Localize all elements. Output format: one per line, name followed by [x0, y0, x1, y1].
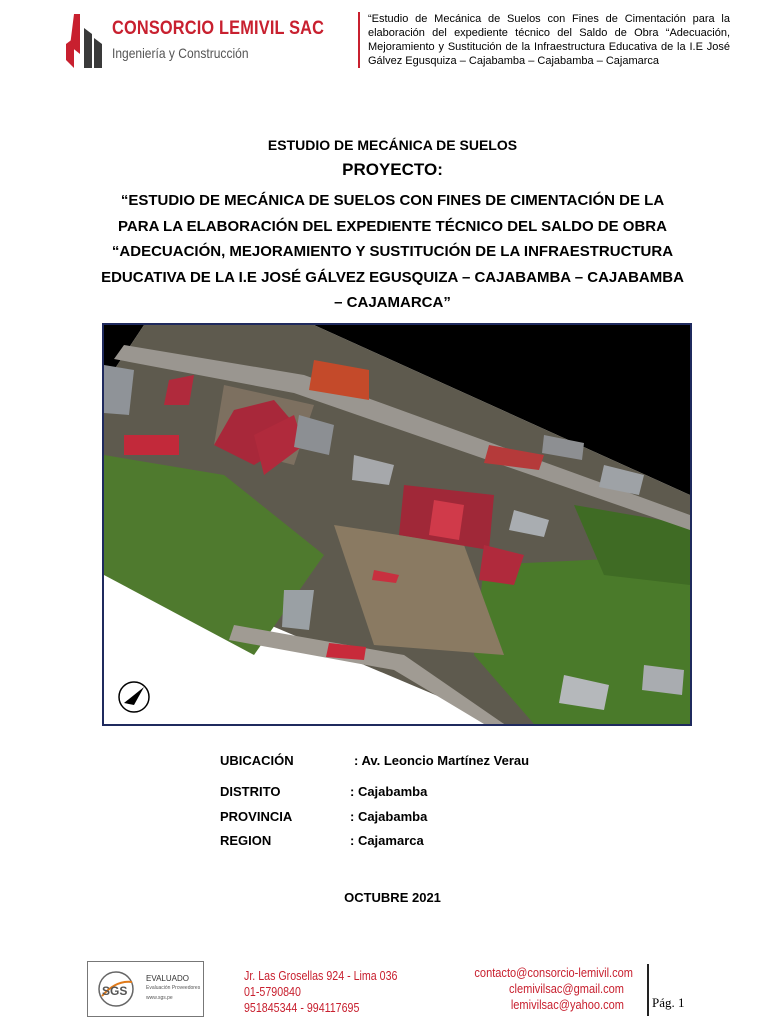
- sgs-subcaption: Evaluación Proveedores: [146, 985, 201, 991]
- location-value-ubicacion: : Av. Leoncio Martínez Verau: [354, 753, 530, 768]
- footer-divider: [647, 964, 649, 1016]
- page-number: Pág. 1: [652, 995, 685, 1010]
- location-label-ubicacion: UBICACIÓN: [220, 753, 294, 768]
- location-value-distrito: : Cajabamba: [350, 784, 428, 799]
- sgs-certification-badge: [87, 961, 204, 1017]
- location-label-distrito: DISTRITO: [220, 784, 281, 799]
- email-contacto[interactable]: contacto@consorcio-lemivil.com: [474, 965, 634, 980]
- location-value-provincia: : Cajabamba: [350, 809, 428, 824]
- sgs-logo-text: SGS: [102, 984, 128, 998]
- company-logo-icon: [66, 14, 104, 68]
- email-gmail[interactable]: clemivilsac@gmail.com: [509, 981, 624, 996]
- company-tagline: Ingeniería y Construcción: [112, 45, 249, 61]
- company-emails-block: [474, 965, 634, 1013]
- company-address-block: [244, 968, 397, 1016]
- document-date: OCTUBRE 2021: [344, 890, 441, 905]
- location-label-region: REGION: [220, 833, 272, 848]
- project-description: “ESTUDIO DE MECÁNICA DE SUELOS CON FINES DE CIMENTACIÓN DE LA PARA LA ELABORACIÓN DEL EXPEDIENTE TÉCNICO DEL SALDO DE OBRA “ADECUACIÓN, MEJORAMIENTO Y SUSTITUCIÓN DE LA INFRAESTRUCTURA EDUCATIVA DE LA I.E JOSÉ GÁLVEZ EGUSQUIZA – CAJABAMBA – CAJABAMBA – CAJAMARCA”: [101, 192, 684, 311]
- project-label: PROYECTO:: [342, 160, 443, 179]
- location-value-region: : Cajamarca: [350, 833, 424, 848]
- company-address: Jr. Las Grosellas 924 - Lima 036: [244, 968, 398, 983]
- company-phone: 01-5790840: [244, 984, 301, 999]
- document-title: ESTUDIO DE MECÁNICA DE SUELOS: [267, 137, 518, 153]
- sgs-url: www.sgs.pe: [146, 995, 173, 1001]
- aerial-site-photo: [102, 323, 692, 726]
- email-yahoo[interactable]: lemivilsac@yahoo.com: [510, 997, 624, 1012]
- company-name: CONSORCIO LEMIVIL SAC: [112, 18, 325, 39]
- location-label-provincia: PROVINCIA: [220, 809, 293, 824]
- company-mobile: 951845344 - 994117695: [244, 1000, 360, 1015]
- header-divider: [358, 12, 360, 68]
- sgs-caption: EVALUADO: [146, 974, 189, 983]
- header-project-note: “Estudio de Mecánica de Suelos con Fines de Cimentación para la elaboración del expediente técnico del Saldo de Obra “Adecuación, Mejoramiento y Sustitución de la Infraestructura Educativa de la I.E José Gálvez Egusquiza – Cajabamba – Cajabamba – Cajamarca: [368, 13, 730, 67]
